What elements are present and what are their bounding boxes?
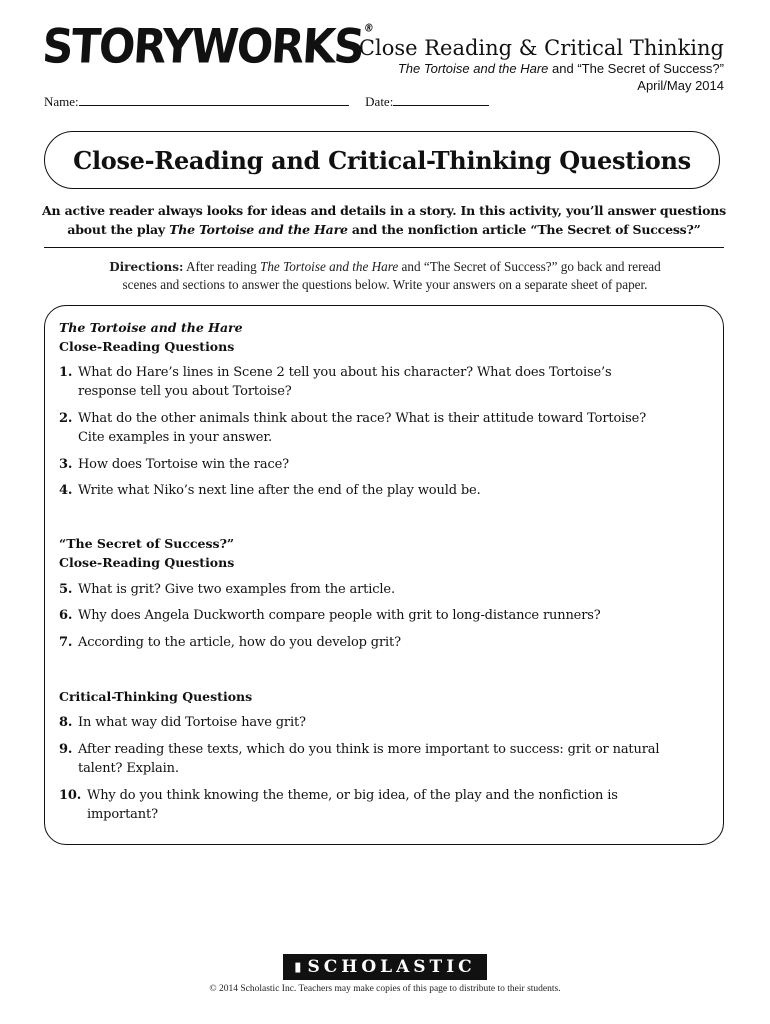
name-line [79, 93, 349, 106]
scholastic-logo: ▮ SCHOLASTIC [283, 954, 487, 980]
date-line [393, 93, 489, 106]
directions-line-2: scenes and sections to answer the questions below. Write your answers on a separate sheet of paper. [122, 277, 648, 292]
name-date-row [44, 93, 489, 110]
intro-line-2: about the play The Tortoise and the Hare and the nonfiction article “The Secret of Success?” [67, 222, 701, 237]
date-label: Date: [365, 94, 394, 109]
storyworks-logo: STORYWORKS® [40, 19, 375, 75]
question-6: 6. Why does Angela Duckworth compare people with grit to long-distance runners? [59, 608, 601, 623]
question-1: 1. What do Hare’s lines in Scene 2 tell you about his character? What does Tortoise’s response tell you about Tortoise? [59, 365, 612, 399]
intro-paragraph [36, 201, 732, 239]
section-title-tortoise: The Tortoise and the Hare [59, 320, 243, 335]
question-5: 5. What is grit? Give two examples from the article. [59, 582, 395, 597]
question-9: 9. After reading these texts, which do you think is more important to success: grit or natural talent? Explain. [59, 742, 660, 776]
question-8: 8. In what way did Tortoise have grit? [59, 715, 306, 730]
section-title-critical: Critical-Thinking Questions [59, 689, 253, 704]
section-title-secret: “The Secret of Success?” [59, 536, 235, 551]
copyright-notice: © 2014 Scholastic Inc. Teachers may make copies of this page to distribute to their students. [209, 984, 561, 994]
header-title: Close Reading & Critical Thinking [358, 36, 724, 60]
page-title: Close-Reading and Critical-Thinking Questions [73, 145, 691, 175]
directions: Directions: After reading The Tortoise and the Hare and “The Secret of Success?” go back and reread scenes and sections to answer the questions below. Write your answers on a separate sheet of paper. [60, 258, 710, 294]
question-4: 4. Write what Niko’s next line after the end of the play would be. [59, 483, 481, 498]
name-label: Name: [44, 94, 79, 109]
intro-line-1: An active reader always looks for ideas and details in a story. In this activity, you’ll answer questions [42, 203, 726, 218]
book-icon: ▮ [294, 959, 302, 975]
issue-date: April/May 2014 [637, 78, 724, 93]
section-subtitle-close-reading-2: Close-Reading Questions [59, 555, 235, 570]
directions-label: Directions: [109, 260, 184, 274]
question-7: 7. According to the article, how do you develop grit? [59, 635, 401, 650]
question-10: 10. Why do you think knowing the theme, or big idea, of the play and the nonfiction is important? [59, 788, 618, 822]
question-2: 2. What do the other animals think about the race? What is their attitude toward Tortoise? Cite examples in your answer. [59, 411, 647, 445]
section-subtitle-close-reading-1: Close-Reading Questions [59, 339, 235, 354]
question-3: 3. How does Tortoise win the race? [59, 457, 289, 472]
title-box [44, 131, 720, 189]
divider [44, 247, 724, 248]
header-subtitle: The Tortoise and the Hare and “The Secret of Success?” [397, 61, 724, 76]
